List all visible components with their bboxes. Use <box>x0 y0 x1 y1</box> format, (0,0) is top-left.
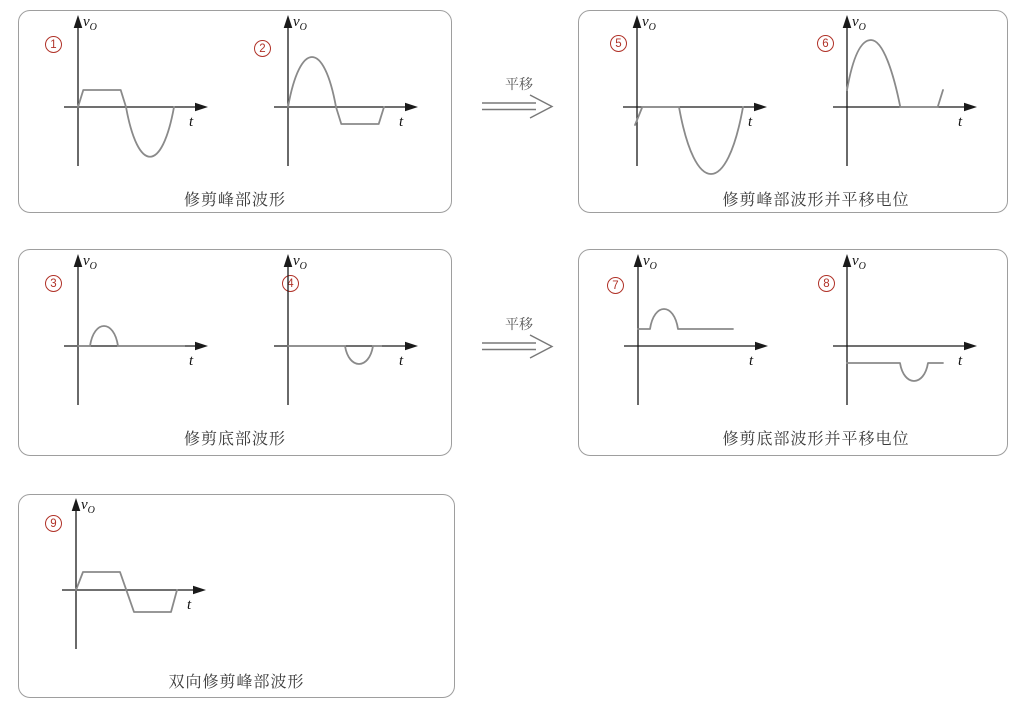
x-axis-label: t <box>189 353 194 369</box>
x-axis-label: t <box>748 114 753 130</box>
waveform-plot-8 <box>807 251 987 426</box>
y-axis-label <box>852 253 866 270</box>
x-axis-label: t <box>749 353 754 369</box>
double-line-arrow-icon <box>480 94 558 124</box>
y-axis-arrow-icon <box>843 254 852 267</box>
waveform-curve <box>78 326 184 346</box>
panel-caption: 双向修剪峰部波形 <box>168 674 305 691</box>
y-axis-label-sub: O <box>858 22 866 33</box>
y-axis-label <box>83 253 97 270</box>
waveform-plot-6 <box>807 12 987 187</box>
x-axis-arrow-icon <box>405 103 418 112</box>
x-axis-arrow-icon <box>195 103 208 112</box>
waveform-curve <box>847 40 943 107</box>
y-axis-label-sub: O <box>299 22 307 33</box>
y-axis-arrow-icon <box>72 498 81 511</box>
y-axis-arrow-icon <box>843 15 852 28</box>
y-axis-arrow-icon <box>284 15 293 28</box>
y-axis-arrow-icon <box>74 254 83 267</box>
panel-caption: 修剪峰部波形并平移电位 <box>722 192 910 209</box>
panel-clip-top-shifted <box>578 10 1008 213</box>
circled-number-7: 7 <box>607 277 624 294</box>
waveform-plot-5 <box>597 12 777 187</box>
waveform-curve <box>78 90 174 157</box>
x-axis-label: t <box>958 353 963 369</box>
waveform-curve <box>288 57 384 124</box>
circled-number-5: 5 <box>610 35 627 52</box>
circled-number-9: 9 <box>45 515 62 532</box>
circled-number-3: 3 <box>45 275 62 292</box>
plot-axes <box>248 12 428 187</box>
shift-arrow-label: 平移 <box>505 76 533 92</box>
y-axis-label-sub: O <box>649 261 657 272</box>
y-axis-label-main: v <box>852 253 859 269</box>
double-line-arrow-icon <box>480 334 558 364</box>
y-axis-label-sub: O <box>87 505 95 516</box>
plot-axes <box>38 251 218 426</box>
y-axis-label-main: v <box>293 14 300 30</box>
x-axis-arrow-icon <box>193 586 206 595</box>
panel-caption: 修剪峰部波形 <box>183 192 286 209</box>
panel-clip-both <box>18 494 455 698</box>
y-axis-label <box>642 14 656 31</box>
x-axis-arrow-icon <box>755 342 768 351</box>
y-axis-label-sub: O <box>648 22 656 33</box>
circled-number-4: 4 <box>282 275 299 292</box>
waveform-plot-2 <box>248 12 428 187</box>
plot-axes <box>36 495 216 670</box>
circled-number-1: 1 <box>45 36 62 53</box>
shift-arrow <box>480 315 558 364</box>
y-axis-label <box>293 14 307 31</box>
y-axis-label-main: v <box>643 253 650 269</box>
waveform-curve <box>635 107 743 174</box>
panel-caption: 修剪底部波形 <box>183 431 286 448</box>
y-axis-label-sub: O <box>89 22 97 33</box>
plot-axes <box>807 251 987 426</box>
y-axis-label <box>81 497 95 514</box>
waveform-plot-7 <box>598 251 778 426</box>
waveform-curve <box>288 346 381 364</box>
y-axis-arrow-icon <box>634 254 643 267</box>
x-axis-label: t <box>189 114 194 130</box>
x-axis-arrow-icon <box>964 342 977 351</box>
plot-axes <box>598 251 778 426</box>
plot-axes <box>807 12 987 187</box>
x-axis-arrow-icon <box>195 342 208 351</box>
y-axis-label <box>643 253 657 270</box>
waveform-curve <box>847 363 943 381</box>
y-axis-label-main: v <box>83 253 90 269</box>
y-axis-label-sub: O <box>299 261 307 272</box>
x-axis-label: t <box>399 353 404 369</box>
waveform-plot-3 <box>38 251 218 426</box>
waveform-plot-9 <box>36 495 216 670</box>
waveform-curve <box>638 309 733 329</box>
panel-clip-bottom <box>18 249 452 456</box>
waveform-plot-1 <box>38 12 218 187</box>
x-axis-label: t <box>399 114 404 130</box>
y-axis-label-sub: O <box>89 261 97 272</box>
y-axis-arrow-icon <box>633 15 642 28</box>
circled-number-6: 6 <box>817 35 834 52</box>
x-axis-label: t <box>958 114 963 130</box>
y-axis-label <box>83 14 97 31</box>
x-axis-arrow-icon <box>754 103 767 112</box>
x-axis-arrow-icon <box>405 342 418 351</box>
x-axis-arrow-icon <box>964 103 977 112</box>
y-axis-label-main: v <box>642 14 649 30</box>
x-axis-label: t <box>187 597 192 613</box>
y-axis-label-main: v <box>852 14 859 30</box>
y-axis-arrow-icon <box>284 254 293 267</box>
panel-clip-bottom-shifted <box>578 249 1008 456</box>
y-axis-arrow-icon <box>74 15 83 28</box>
waveform-curve <box>76 572 177 612</box>
waveform-plot-4 <box>248 251 428 426</box>
y-axis-label-main: v <box>83 14 90 30</box>
shift-arrow-label: 平移 <box>505 316 533 332</box>
plot-axes <box>38 12 218 187</box>
plot-axes <box>248 251 428 426</box>
circled-number-8: 8 <box>818 275 835 292</box>
circled-number-2: 2 <box>254 40 271 57</box>
y-axis-label-main: v <box>293 253 300 269</box>
y-axis-label-main: v <box>81 497 88 513</box>
shift-arrow <box>480 75 558 124</box>
y-axis-label <box>852 14 866 31</box>
y-axis-label-sub: O <box>858 261 866 272</box>
plot-axes <box>597 12 777 187</box>
panel-caption: 修剪底部波形并平移电位 <box>722 431 910 448</box>
y-axis-label <box>293 253 307 270</box>
panel-clip-top <box>18 10 452 213</box>
